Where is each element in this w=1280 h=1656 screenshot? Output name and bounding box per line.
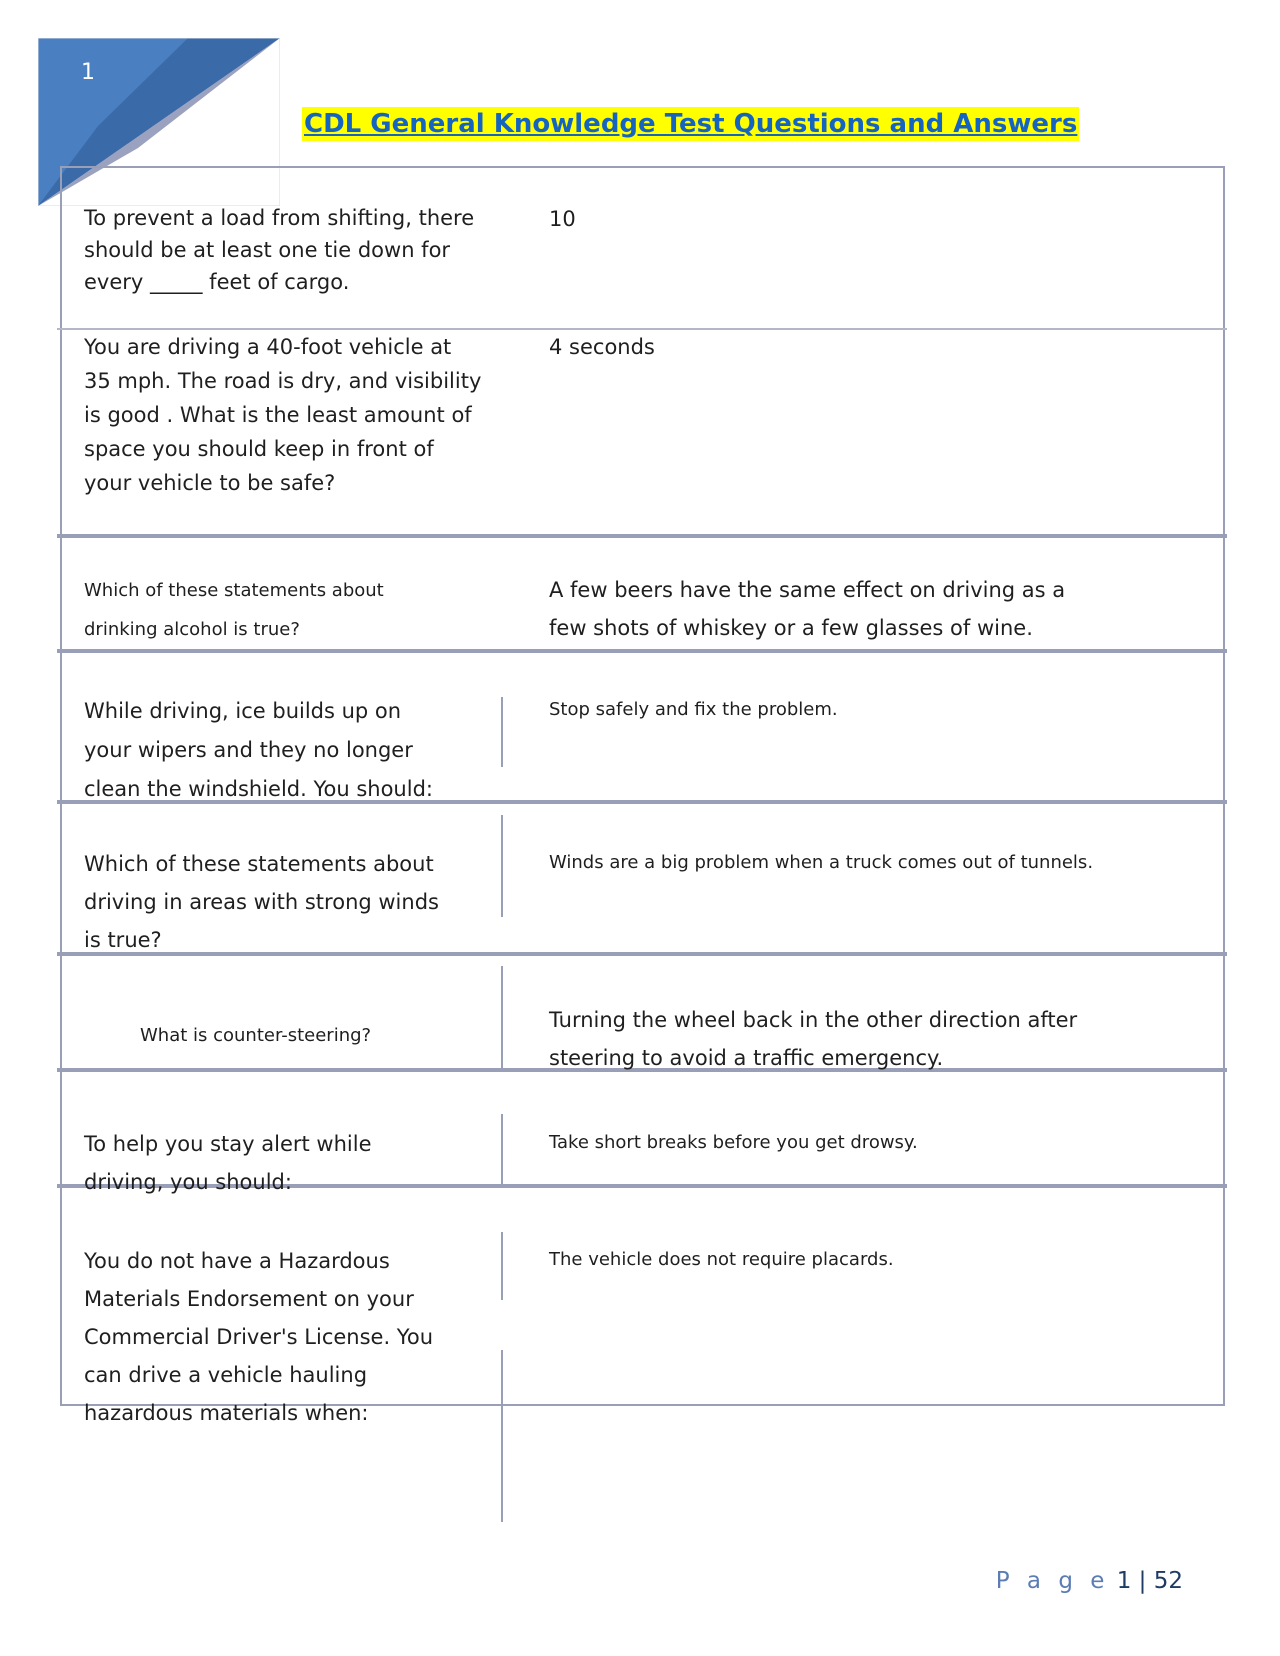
row-divider bbox=[57, 649, 1227, 653]
page-label: P a g e bbox=[995, 1568, 1110, 1594]
corner-page-number: 1 bbox=[81, 60, 95, 85]
question-cell: What is counter-steering? bbox=[140, 1025, 372, 1046]
page-current: 1 bbox=[1116, 1568, 1132, 1594]
answer-cell: A few beers have the same effect on driving as a few shots of whiskey or a few glasses of wine. bbox=[549, 578, 1066, 640]
page-footer bbox=[996, 1568, 1183, 1594]
answer-cell: 10 bbox=[549, 207, 576, 231]
question-cell: To help you stay alert while driving, you should: bbox=[84, 1132, 372, 1194]
answer-cell: The vehicle does not require placards. bbox=[549, 1249, 894, 1270]
column-divider bbox=[501, 697, 503, 767]
column-divider bbox=[501, 1114, 503, 1186]
question-cell: To prevent a load from shifting, there should be at least one tie down for every _____ feet of cargo. bbox=[84, 206, 475, 294]
column-divider bbox=[501, 815, 503, 917]
answer-cell: 4 seconds bbox=[549, 335, 655, 359]
answer-cell: Take short breaks before you get drowsy. bbox=[549, 1132, 918, 1153]
column-divider bbox=[501, 1350, 503, 1522]
column-divider bbox=[501, 1232, 503, 1300]
question-cell: Which of these statements about driving in areas with strong winds is true? bbox=[84, 852, 439, 952]
page-separator: | bbox=[1138, 1568, 1147, 1594]
question-cell: You do not have a Hazardous Materials Endorsement on your Commercial Driver's License. You can drive a vehicle hauling hazardous materials when: bbox=[84, 1249, 434, 1425]
page-title[interactable]: CDL General Knowledge Test Questions and Answers bbox=[304, 109, 1078, 139]
row-divider bbox=[57, 534, 1227, 538]
answer-cell: Turning the wheel back in the other direction after steering to avoid a traffic emergency. bbox=[549, 1008, 1078, 1070]
question-cell: Which of these statements about drinking alcohol is true? bbox=[84, 580, 384, 640]
answer-cell: Winds are a big problem when a truck comes out of tunnels. bbox=[549, 852, 1094, 873]
question-cell: While driving, ice builds up on your wipers and they no longer clean the windshield. You should: bbox=[84, 699, 433, 801]
answer-cell: Stop safely and fix the problem. bbox=[549, 699, 838, 720]
page-total: 52 bbox=[1153, 1568, 1183, 1594]
question-cell: You are driving a 40-foot vehicle at 35 mph. The road is dry, and visibility is good . What is the least amount of space you should keep in front of your vehicle to be safe? bbox=[84, 335, 482, 495]
